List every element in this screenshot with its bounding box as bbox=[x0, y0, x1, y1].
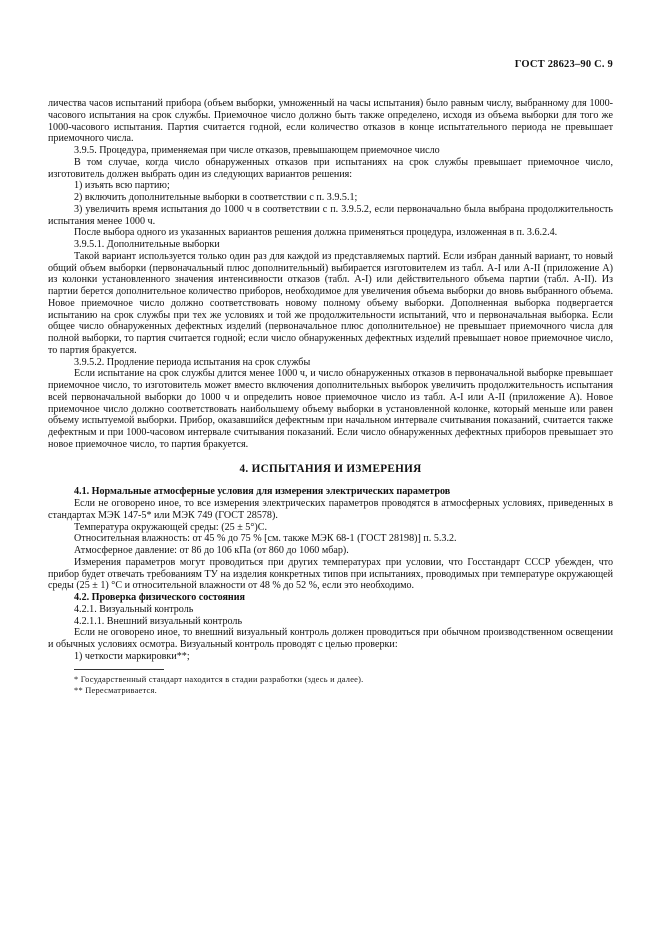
list-item: 1) изъять всю партию; bbox=[74, 180, 170, 192]
clause-3-9-5-1-heading: 3.9.5.1. Дополнительные выборки bbox=[74, 239, 220, 250]
footnote: ** Пересматривается. bbox=[74, 685, 157, 695]
clause-3-9-5-2-heading: 3.9.5.2. Продление периода испытания на срок службы bbox=[74, 356, 311, 368]
list-item: 1) четкости маркировки**; bbox=[74, 650, 190, 662]
running-header: ГОСТ 28623–90 С. 9 bbox=[514, 59, 613, 70]
document-body bbox=[48, 98, 613, 696]
list-item: 3) увеличить время испытания до 1000 ч в соответствии с п. 3.9.5.2, если первоначально была выбрана продолжительность испытания менее 1000 ч. bbox=[48, 203, 613, 227]
paragraph: Такой вариант используется только один раз для каждой из представляемых партий. Если избран данный вариант, то новый общий объем выборки (первоначальный плюс дополнительный) выбирается изготовителем из табл. А-I или А-II (приложение А) из колонки установленного значения интенсивности отказов (табл. А-I) или действительного объема партии (табл. А-II). Из партии берется дополнительное количество приборов, необходимое для увеличения объема выборки до вновь выбранного объема. Новое приемочное число должно соответствовать новому полному объему выборки. Дополненная выборка подвергается испытанию на срок службы при тех же условиях и той же продолжительности испытаний, что и первоначальная выборка. Если общее число обнаруженных дефектных изделий (первоначальное плюс дополнительное) не превышает приемочного числа для полной выборки, то партия считается годной; если число обнаруженных дефектных изделий превышает новое приемочное число, то партия бракуется. bbox=[48, 250, 613, 356]
paragraph: Измерения параметров могут проводиться при других температурах при условии, что Госстандарт СССР убежден, что прибор будет отвечать требованиям ТУ на изделия конкретных типов при испытаниях, проводимых при температуре окружающей среды (25 ± 1) °С и относительной влажности от 48 % до 52 %, если это необходимо. bbox=[48, 556, 613, 592]
clause-4-2-heading: 4.2. Проверка физического состояния bbox=[74, 592, 246, 603]
clause-4-2-1-heading: 4.2.1. Визуальный контроль bbox=[74, 603, 194, 615]
footnote-divider bbox=[74, 669, 164, 670]
paragraph: Относительная влажность: от 45 % до 75 % [см. также МЭК 68-1 (ГОСТ 28198)] п. 5.3.2. bbox=[74, 533, 457, 545]
paragraph-continuation: личества часов испытаний прибора (объем выборки, умноженный на часы испытания) было равным числу, выбранному для 1000-часового испытания на срок службы. Приемочное число должно быть также определено, исходя из объема выборки для того же 1000-часового испытания. Партия считается годной, если количество отказов в конце испытательного периода не превышает приемочного числа. bbox=[48, 98, 613, 145]
footnote: * Государственный стандарт находится в стадии разработки (здесь и далее). bbox=[74, 674, 364, 684]
section-4-title: 4. ИСПЫТАНИЯ И ИЗМЕРЕНИЯ bbox=[239, 462, 422, 475]
clause-4-1-heading: 4.1. Нормальные атмосферные условия для измерения электрических параметров bbox=[74, 486, 451, 498]
paragraph: В том случае, когда число обнаруженных отказов при испытаниях на срок службы превышает приемочное число, изготовитель должен выбрать один из следующих вариантов решения: bbox=[48, 156, 613, 180]
paragraph: Атмосферное давление: от 86 до 106 кПа (от 860 до 1060 мбар). bbox=[74, 545, 349, 556]
paragraph: Если испытание на срок службы длится менее 1000 ч, и число обнаруженных отказов в первоначальной выборке превышает приемочное число, то изготовитель может вместо включения дополнительных выборок увеличить продолжительность испытания всей первоначальной выборки до 1000 ч и определить новое приемочное число из табл. А-I или А-II (приложение А). Новое приемочное число должно соответствовать наибольшему объему выборки в установленной колонке, который меньше или равен объему испытуемой выборки. Прибор, оказавшийся дефектным при начальном интервале считывания показаний, считается также дефектным и при 1000-часовом интервале считывания показаний. Если число обнаруженных дефектных приборов превышает это новое приемочное число, то партия бракуется. bbox=[48, 368, 613, 450]
paragraph: Температура окружающей среды: (25 ± 5°)С. bbox=[74, 521, 267, 533]
paragraph: Если не оговорено иное, то все измерения электрических параметров проводятся в атмосферных условиях, приведенных в стандартах МЭК 147-5* или МЭК 749 (ГОСТ 28578). bbox=[48, 498, 613, 521]
paragraph: После выбора одного из указанных вариантов решения должна применяться процедура, изложенная в п. 3.6.2.4. bbox=[74, 227, 558, 239]
list-item: 2) включить дополнительные выборки в соответствии с п. 3.9.5.1; bbox=[74, 192, 358, 203]
clause-3-9-5-heading: 3.9.5. Процедура, применяемая при числе отказов, превышающем приемочное число bbox=[74, 145, 440, 156]
paragraph: Если не оговорено иное, то внешний визуальный контроль должен проводиться при обычном производственном освещении и обычных условиях осмотра. Визуальный контроль проводят с целью проверки: bbox=[48, 627, 613, 650]
clause-4-2-1-1-heading: 4.2.1.1. Внешний визуальный контроль bbox=[74, 615, 243, 627]
